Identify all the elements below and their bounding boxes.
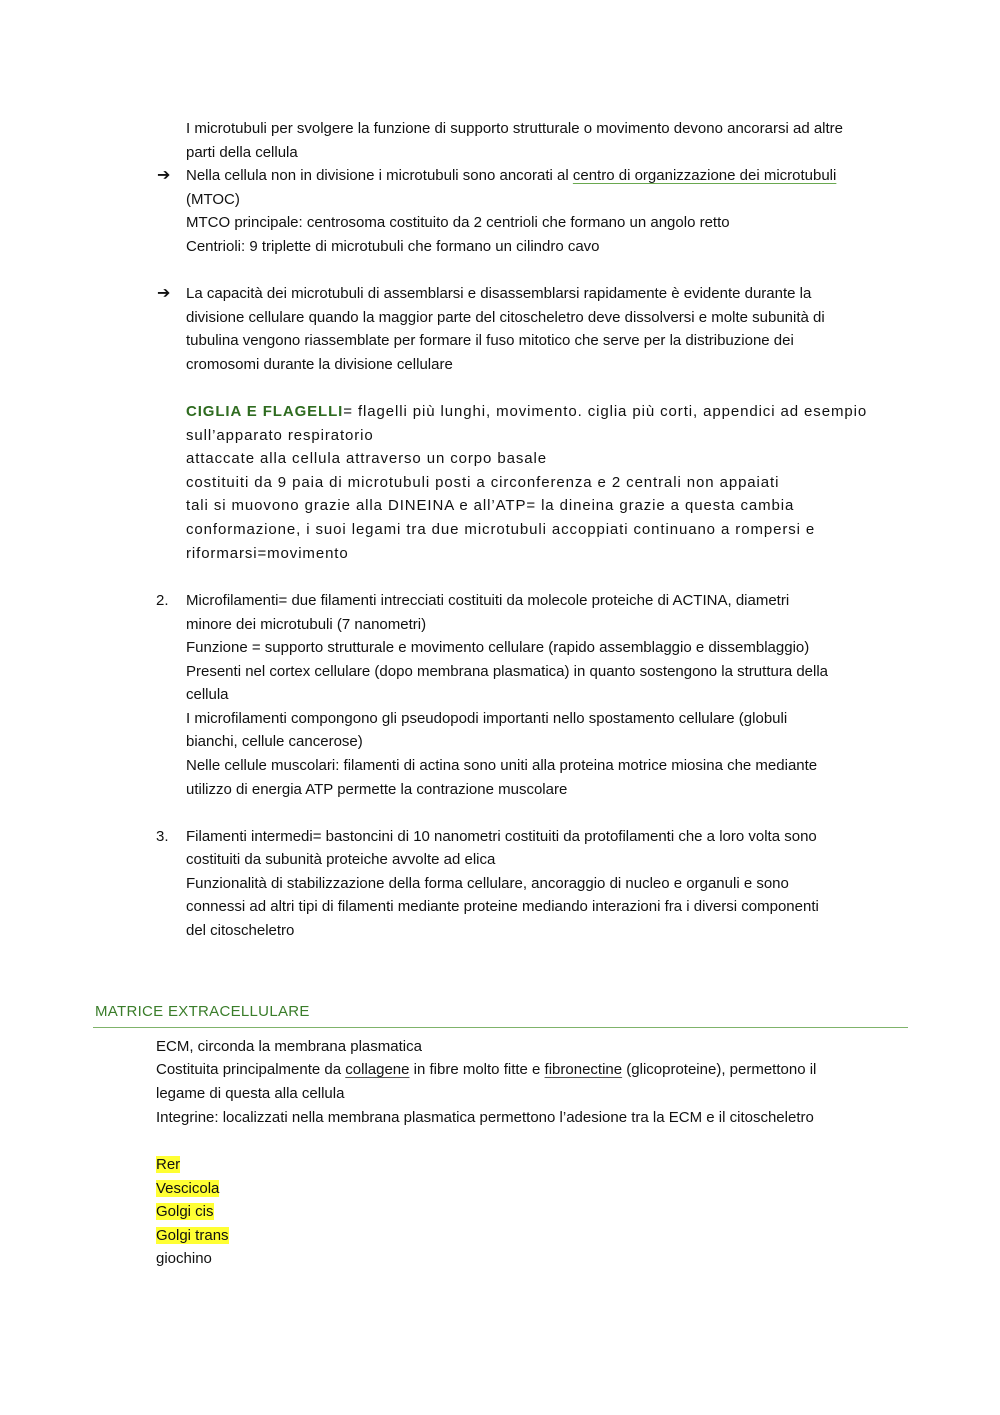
ciglia-flagelli-heading: CIGLIA E FLAGELLI [186, 403, 344, 420]
paragraph-line: Centrioli: 9 triplette di microtubuli che formano un cilindro cavo [186, 238, 600, 255]
paragraph-line [156, 1058, 816, 1082]
paragraph-line: Filamenti intermedi= bastoncini di 10 nanometri costituiti da protofilamenti che a loro volta sono [186, 828, 817, 845]
paragraph-line: Integrine: localizzati nella membrana plasmatica permettono l’adesione tra la ECM e il citoscheletro [156, 1109, 814, 1126]
paragraph-line: costituiti da 9 paia di microtubuli posti a circonferenza e 2 centrali non appaiati [186, 474, 780, 491]
paragraph-line: Presenti nel cortex cellulare (dopo membrana plasmatica) in quanto sostengono la struttura della [186, 663, 829, 680]
paragraph-line: costituiti da subunità proteiche avvolte ad elica [186, 851, 496, 868]
paragraph-line: conformazione, i suoi legami tra due microtubuli accoppiati continuano a rompersi e [186, 521, 816, 538]
arrow-bullet-icon: ➔ [157, 167, 171, 184]
paragraph-line: riformarsi=movimento [186, 545, 349, 562]
paragraph-line: ECM, circonda la membrana plasmatica [156, 1038, 422, 1055]
paragraph-line: bianchi, cellule cancerose) [186, 733, 363, 750]
paragraph-line: Microfilamenti= due filamenti intrecciati costituiti da molecole proteiche di ACTINA, diametri [186, 592, 790, 609]
paragraph-line: MTCO principale: centrosoma costituito da 2 centrioli che formano un angolo retto [186, 214, 730, 231]
paragraph-line: Funzionalità di stabilizzazione della forma cellulare, ancoraggio di nucleo e organuli e sono [186, 875, 789, 892]
paragraph-line [186, 400, 867, 424]
paragraph-line: giochino [156, 1250, 212, 1267]
paragraph-line: attaccate alla cellula attraverso un corpo basale [186, 450, 547, 467]
highlighted-item [156, 1200, 214, 1224]
paragraph-line: I microtubuli per svolgere la funzione di supporto strutturale o movimento devono ancorarsi ad altre [186, 120, 844, 137]
paragraph-line: (MTOC) [186, 191, 240, 208]
paragraph-line: cromosomi durante la divisione cellulare [186, 356, 453, 373]
text-span: Nella cellula non in divisione i microtubuli sono ancorati al [186, 167, 573, 184]
text-span: = flagelli più lunghi, movimento. ciglia più corti, appendici ad esempio [343, 403, 868, 420]
text-span: in fibre molto fitte e [409, 1061, 545, 1078]
text-span: Costituita principalmente da [156, 1061, 346, 1078]
paragraph-line: La capacità dei microtubuli di assemblarsi e disassemblarsi rapidamente è evidente durante la [186, 285, 812, 302]
paragraph-line: cellula [186, 686, 229, 703]
highlight-text: Rer [156, 1156, 181, 1173]
fibronectine-term: fibronectine [544, 1061, 623, 1078]
arrow-bullet-icon: ➔ [157, 285, 171, 302]
section-heading: MATRICE EXTRACELLULARE [95, 1003, 310, 1020]
highlighted-item [156, 1177, 219, 1201]
paragraph-line: sull’apparato respiratorio [186, 427, 374, 444]
mtoc-term: centro di organizzazione dei microtubuli [572, 167, 837, 184]
highlight-text: Vescicola [156, 1180, 220, 1197]
collagene-term: collagene [345, 1061, 410, 1078]
paragraph-line: divisione cellulare quando la maggior parte del citoscheletro deve dissolversi e molte subunità di [186, 309, 825, 326]
highlighted-item [156, 1224, 229, 1248]
paragraph-line: minore dei microtubuli (7 nanometri) [186, 616, 427, 633]
paragraph-line [186, 164, 836, 188]
list-number: 3. [156, 828, 169, 845]
highlight-text: Golgi cis [156, 1203, 214, 1220]
paragraph-line: connessi ad altri tipi di filamenti mediante proteine mediando interazioni fra i diversi componenti [186, 898, 819, 915]
paragraph-line: del citoscheletro [186, 922, 295, 939]
paragraph-line: Funzione = supporto strutturale e movimento cellulare (rapido assemblaggio e dissemblaggio) [186, 639, 810, 656]
heading-divider [93, 1027, 908, 1028]
paragraph-line: I microfilamenti compongono gli pseudopodi importanti nello spostamento cellulare (globuli [186, 710, 788, 727]
highlight-text: Golgi trans [156, 1227, 229, 1244]
paragraph-line: parti della cellula [186, 144, 298, 161]
paragraph-line: tubulina vengono riassemblate per formare il fuso mitotico che serve per la distribuzione dei [186, 332, 794, 349]
paragraph-line: legame di questa alla cellula [156, 1085, 345, 1102]
highlighted-item [156, 1153, 180, 1177]
text-span: (glicoproteine), permettono il [622, 1061, 817, 1078]
paragraph-line: tali si muovono grazie alla DINEINA e all’ATP= la dineina grazie a questa cambia [186, 497, 795, 514]
list-number: 2. [156, 592, 169, 609]
paragraph-line: Nelle cellule muscolari: filamenti di actina sono uniti alla proteina motrice miosina che mediante [186, 757, 818, 774]
paragraph-line: utilizzo di energia ATP permette la contrazione muscolare [186, 781, 568, 798]
